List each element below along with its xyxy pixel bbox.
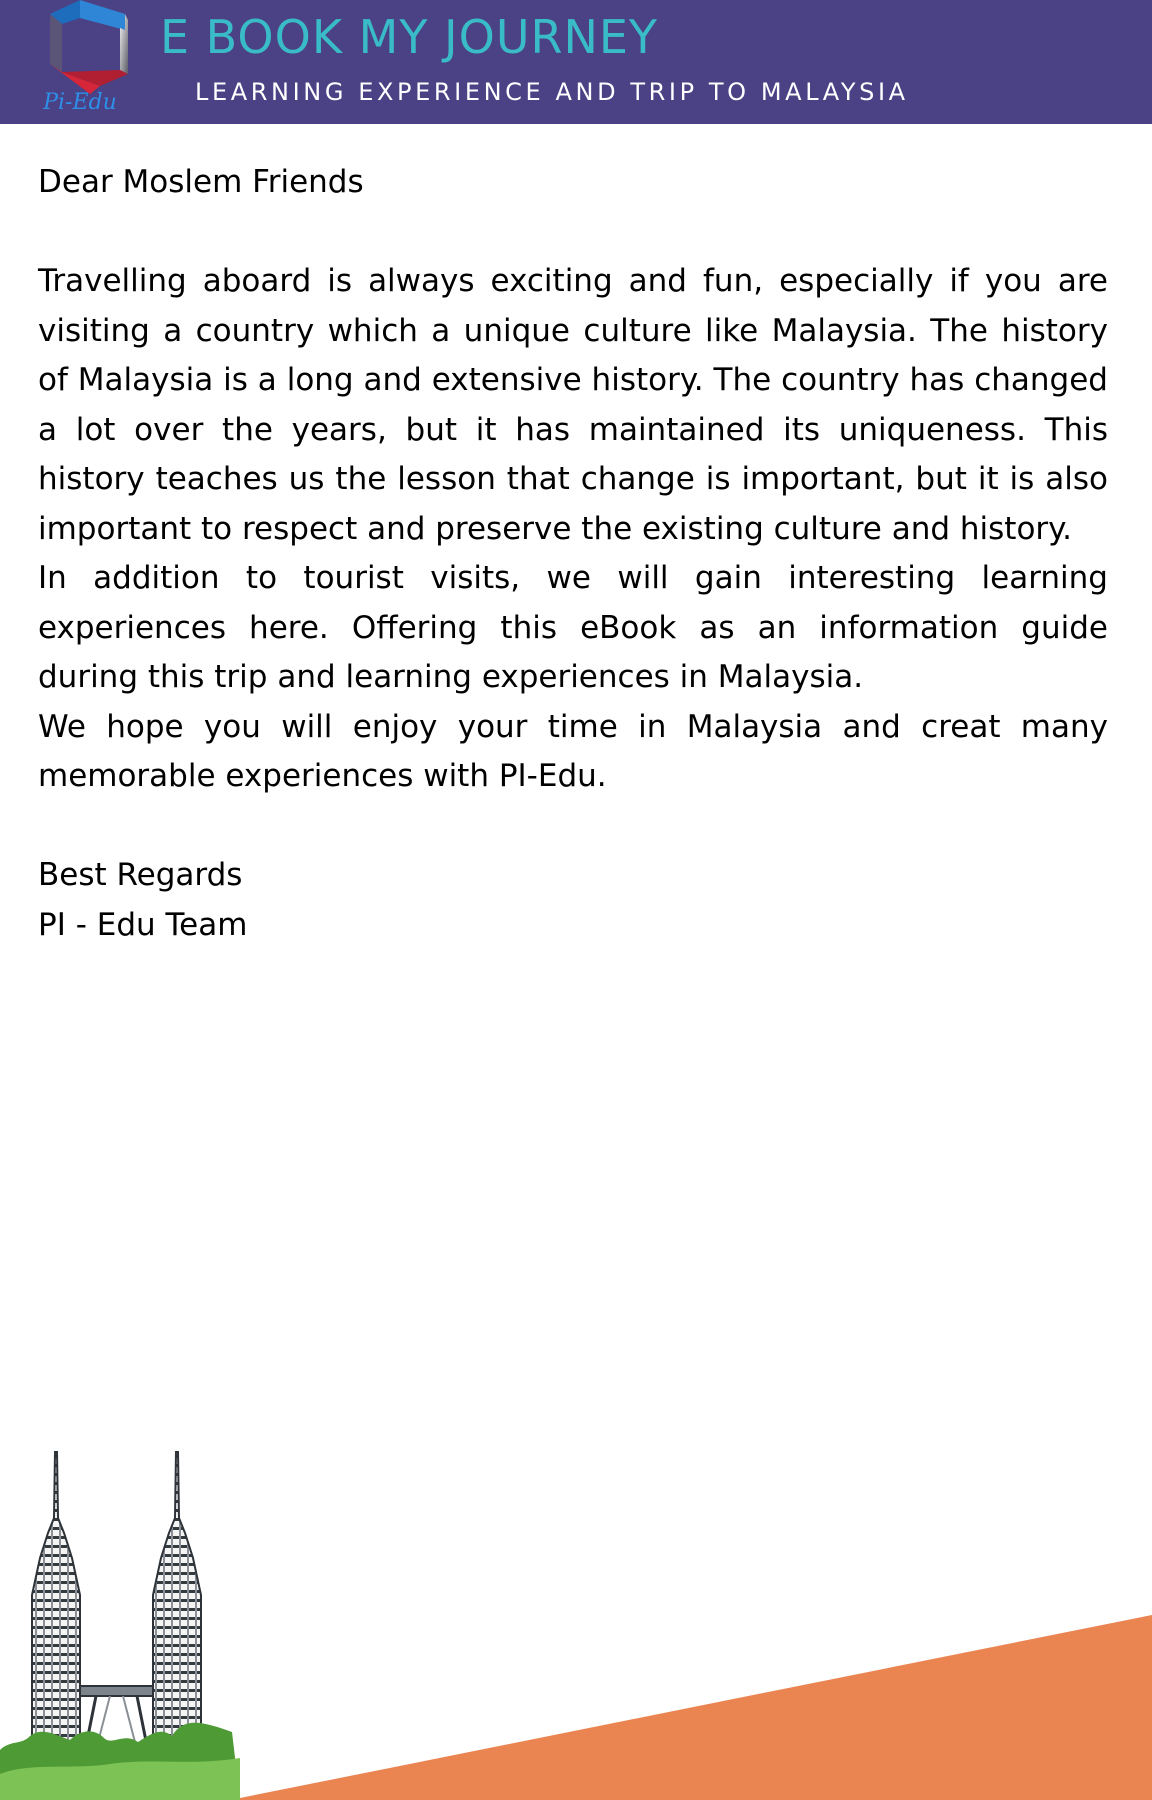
orange-accent-band xyxy=(230,1615,1152,1800)
letter-greeting: Dear Moslem Friends xyxy=(38,164,364,200)
letter-paragraph-1: Travelling aboard is always exciting and fun, especially if you are visiting a country which a unique culture like Malaysia. The history of Malaysia is a long and extensive history. The country has changed a lot over the years, but it has maintained its uniqueness. This history teaches us the lesson that change is important, but it is also important to respect and preserve the existing culture and history. xyxy=(38,263,1108,547)
letter-closing: Best Regards xyxy=(38,857,243,893)
letter-paragraph-2: In addition to tourist visits, we will gain interesting learning experiences here. Offering this eBook as an information guide during this trip and learning experiences in Malaysia. xyxy=(38,560,1108,695)
ebook-title: E BOOK MY JOURNEY xyxy=(160,10,659,64)
letter-body xyxy=(38,158,1108,950)
logo-text: Pi-Edu xyxy=(43,90,117,115)
paragraph-gap xyxy=(38,802,1108,852)
petronas-towers-icon xyxy=(32,1452,201,1772)
ebook-subtitle: LEARNING EXPERIENCE AND TRIP TO MALAYSIA xyxy=(195,78,909,106)
paragraph-gap xyxy=(38,208,1108,258)
pi-edu-logo xyxy=(40,0,140,116)
footer-decoration xyxy=(0,1440,1152,1800)
letter-signature: PI - Edu Team xyxy=(38,906,248,943)
page-header xyxy=(0,0,1152,124)
letter-paragraph-3: We hope you will enjoy your time in Malaysia and creat many memorable experiences with PI-Edu. xyxy=(38,708,1108,794)
